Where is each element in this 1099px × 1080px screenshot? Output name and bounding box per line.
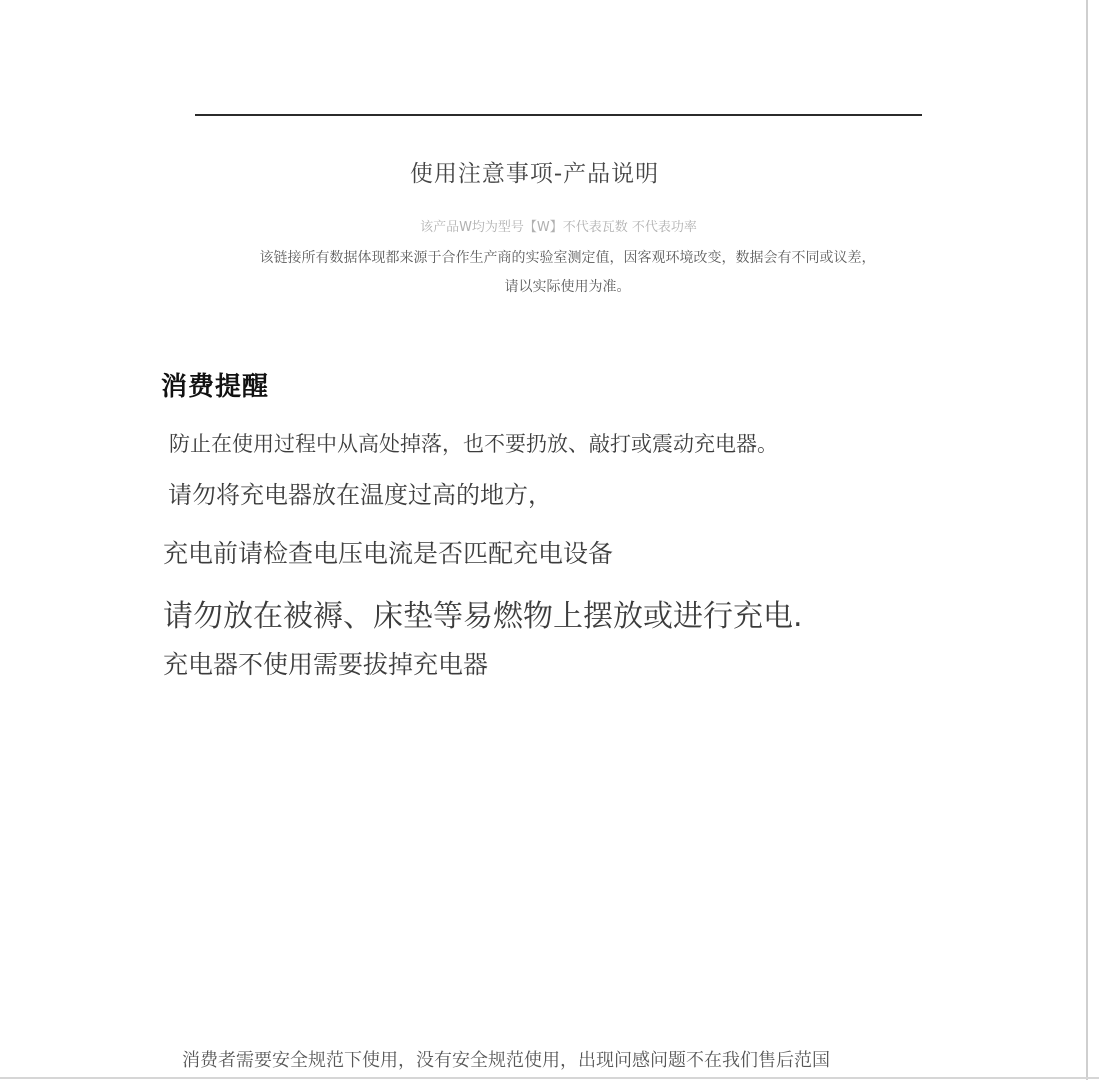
footer-disclaimer: 消费者需要安全规范下使用，没有安全规范使用，出现问感问题不在我们售后范国 <box>182 1050 830 1071</box>
notice-body <box>195 244 940 302</box>
notice-body-line-1: 该链接所有数据体现都来源于合作生产商的实验室测定值，因客观环境改变，数据会有不同或议差， <box>259 250 876 266</box>
notice-title: 使用注意事项-产品说明 <box>409 161 660 187</box>
page-right-edge <box>1086 0 1088 1080</box>
reminder-item: 充电前请检查电压电流是否匹配充电设备 <box>163 539 614 568</box>
page-bottom-edge <box>0 1077 1099 1079</box>
notice-subtitle: 该产品W均为型号【W】不代表瓦数 不代表功率 <box>420 220 697 235</box>
notice-body-line-2: 请以实际使用为准。 <box>504 279 631 295</box>
reminder-item: 充电器不使用需要拔掉充电器 <box>163 650 489 679</box>
reminder-item: 请勿将充电器放在温度过高的地方， <box>168 481 552 509</box>
reminder-item: 请勿放在被褥、床垫等易燃物上摆放或进行充电. <box>163 599 803 634</box>
top-divider <box>195 114 922 116</box>
section-heading: 消费提醒 <box>161 372 270 402</box>
reminder-item: 防止在使用过程中从高处掉落，也不要扔放、敲打或震动充电器。 <box>169 432 778 456</box>
